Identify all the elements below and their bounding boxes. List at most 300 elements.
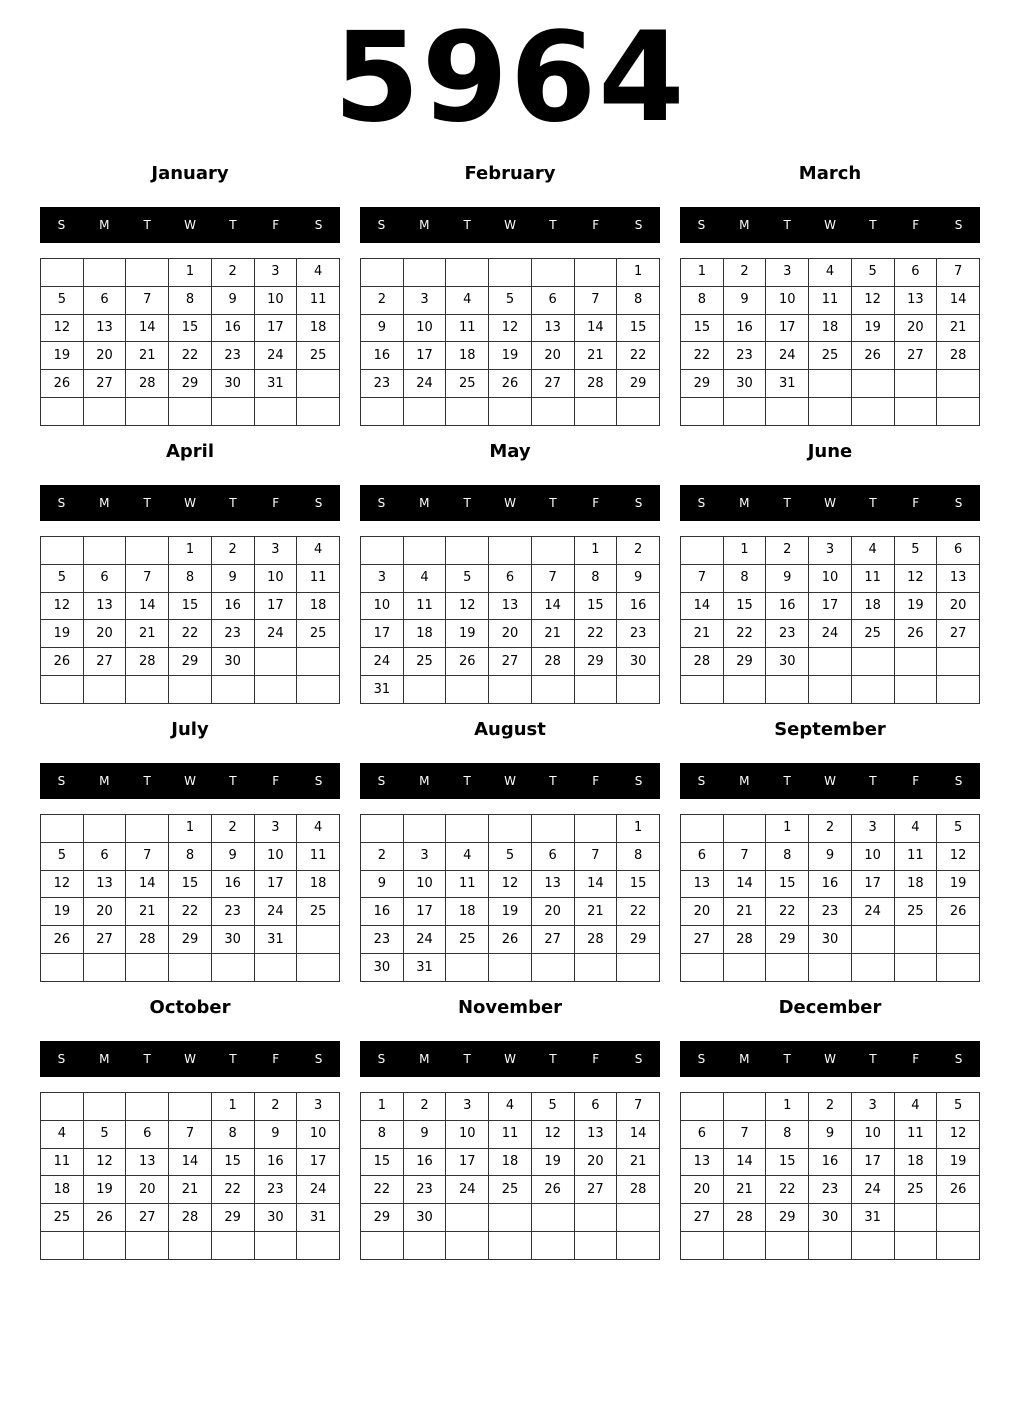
day-cell: 17 (446, 1148, 489, 1176)
day-cell (297, 648, 340, 676)
week-row (681, 870, 980, 898)
day-cell: 11 (446, 314, 489, 342)
day-cell: 20 (531, 342, 574, 370)
day-cell (169, 954, 212, 982)
day-cell: 12 (41, 592, 84, 620)
day-cell (681, 1093, 724, 1121)
day-cell: 9 (211, 842, 254, 870)
day-cell: 26 (41, 648, 84, 676)
day-cell: 26 (531, 1176, 574, 1204)
day-cell: 2 (617, 537, 660, 565)
day-cell: 15 (766, 870, 809, 898)
day-cell: 29 (169, 648, 212, 676)
day-cell (254, 1232, 297, 1260)
weekday-label: W (824, 774, 836, 788)
day-cell: 18 (809, 314, 852, 342)
week-row (41, 564, 340, 592)
day-cell (894, 370, 937, 398)
day-cell: 9 (617, 564, 660, 592)
day-cell (126, 1093, 169, 1121)
week-row (361, 954, 660, 982)
day-cell: 3 (254, 815, 297, 843)
day-cell: 14 (574, 870, 617, 898)
weekday-label: T (549, 496, 557, 510)
week-row (681, 954, 980, 982)
week-row (361, 1204, 660, 1232)
day-cell (531, 537, 574, 565)
day-cell: 23 (211, 342, 254, 370)
weekday-header (360, 763, 660, 799)
day-cell: 15 (617, 870, 660, 898)
day-cell (297, 954, 340, 982)
weekday-label: M (419, 218, 430, 232)
day-cell: 30 (809, 926, 852, 954)
day-cell: 11 (297, 564, 340, 592)
weekday-label: S (954, 1052, 963, 1066)
week-row (361, 398, 660, 426)
week-row (681, 1148, 980, 1176)
day-cell: 2 (211, 537, 254, 565)
day-cell: 13 (681, 1148, 724, 1176)
day-cell: 3 (297, 1093, 340, 1121)
day-cell: 12 (41, 314, 84, 342)
day-cell: 28 (723, 926, 766, 954)
day-cell: 6 (489, 564, 532, 592)
day-cell: 11 (403, 592, 446, 620)
day-cell (403, 1232, 446, 1260)
week-row (361, 1148, 660, 1176)
day-cell (446, 1204, 489, 1232)
day-cell: 31 (403, 954, 446, 982)
day-cell: 7 (126, 564, 169, 592)
day-cell: 29 (766, 926, 809, 954)
day-cell: 14 (126, 870, 169, 898)
day-cell: 22 (617, 898, 660, 926)
day-cell: 24 (809, 620, 852, 648)
weekday-header (680, 207, 980, 243)
day-cell: 25 (809, 342, 852, 370)
week-row (681, 898, 980, 926)
week-row (41, 370, 340, 398)
day-cell: 26 (489, 370, 532, 398)
weekday-header (40, 485, 340, 521)
day-cell: 22 (723, 620, 766, 648)
day-cell: 23 (211, 620, 254, 648)
day-cell: 28 (531, 648, 574, 676)
day-cell: 30 (361, 954, 404, 982)
day-cell (851, 676, 894, 704)
weekday-label: W (184, 1052, 196, 1066)
day-cell: 15 (211, 1148, 254, 1176)
day-cell: 30 (723, 370, 766, 398)
day-cell: 3 (254, 259, 297, 287)
day-cell: 26 (489, 926, 532, 954)
month-name: July (171, 719, 209, 740)
day-cell: 6 (83, 286, 126, 314)
day-cell (531, 1204, 574, 1232)
day-cell: 17 (766, 314, 809, 342)
day-cell (937, 926, 980, 954)
day-cell (681, 398, 724, 426)
day-cell: 24 (403, 370, 446, 398)
weekday-header (680, 485, 980, 521)
day-cell (403, 676, 446, 704)
day-cell: 12 (83, 1148, 126, 1176)
day-cell: 22 (681, 342, 724, 370)
day-grid (360, 1092, 660, 1260)
day-cell: 7 (574, 286, 617, 314)
week-row (681, 342, 980, 370)
day-cell: 31 (297, 1204, 340, 1232)
weekday-label: S (314, 496, 323, 510)
day-cell: 28 (169, 1204, 212, 1232)
weekday-label: S (377, 774, 386, 788)
month-name: February (464, 163, 556, 184)
day-cell: 25 (894, 1176, 937, 1204)
week-row (41, 926, 340, 954)
day-cell (723, 815, 766, 843)
day-cell: 8 (766, 1120, 809, 1148)
day-cell: 6 (681, 842, 724, 870)
day-cell (41, 259, 84, 287)
day-cell: 24 (297, 1176, 340, 1204)
day-cell: 29 (211, 1204, 254, 1232)
day-cell: 5 (937, 815, 980, 843)
weekday-header (40, 207, 340, 243)
day-cell: 19 (489, 898, 532, 926)
weekday-label: T (549, 1052, 557, 1066)
day-cell: 17 (403, 898, 446, 926)
day-cell: 6 (126, 1120, 169, 1148)
day-cell: 23 (809, 898, 852, 926)
day-cell: 25 (297, 620, 340, 648)
day-cell: 4 (403, 564, 446, 592)
day-cell (766, 676, 809, 704)
weekday-label: T (463, 1052, 471, 1066)
day-cell: 2 (809, 1093, 852, 1121)
day-cell: 9 (361, 870, 404, 898)
day-cell: 27 (681, 1204, 724, 1232)
day-cell: 3 (851, 815, 894, 843)
weekday-label: S (377, 218, 386, 232)
week-row (361, 1093, 660, 1121)
day-cell: 18 (297, 314, 340, 342)
day-cell: 2 (254, 1093, 297, 1121)
week-row (361, 342, 660, 370)
day-cell (254, 648, 297, 676)
day-cell (126, 537, 169, 565)
day-cell (297, 398, 340, 426)
day-cell (403, 815, 446, 843)
day-cell: 9 (723, 286, 766, 314)
day-cell: 28 (681, 648, 724, 676)
weekday-label: T (229, 774, 237, 788)
day-cell: 2 (361, 842, 404, 870)
day-cell: 25 (41, 1204, 84, 1232)
day-cell (83, 1093, 126, 1121)
weekday-label: W (504, 496, 516, 510)
day-cell: 14 (937, 286, 980, 314)
day-cell: 20 (681, 898, 724, 926)
day-cell: 7 (169, 1120, 212, 1148)
weekday-label: F (912, 774, 920, 788)
day-cell: 19 (489, 342, 532, 370)
weekday-label: F (272, 496, 280, 510)
day-cell (297, 370, 340, 398)
day-cell: 14 (723, 870, 766, 898)
day-cell: 31 (254, 926, 297, 954)
day-cell (489, 1204, 532, 1232)
day-cell (254, 954, 297, 982)
day-cell (211, 398, 254, 426)
weekday-label: T (549, 774, 557, 788)
weekday-label: S (697, 218, 706, 232)
weekday-label: S (57, 218, 66, 232)
day-cell (361, 1232, 404, 1260)
weekday-label: S (634, 1052, 643, 1066)
week-row (361, 620, 660, 648)
week-row (41, 286, 340, 314)
week-row (41, 398, 340, 426)
day-cell: 19 (41, 620, 84, 648)
week-row (41, 592, 340, 620)
day-cell (531, 259, 574, 287)
day-cell: 20 (83, 898, 126, 926)
day-cell: 11 (894, 1120, 937, 1148)
weekday-label: F (272, 218, 280, 232)
day-cell: 18 (446, 898, 489, 926)
day-cell: 20 (574, 1148, 617, 1176)
day-cell: 7 (617, 1093, 660, 1121)
day-cell: 3 (851, 1093, 894, 1121)
day-cell: 7 (531, 564, 574, 592)
weekday-label: S (57, 1052, 66, 1066)
day-cell: 13 (83, 870, 126, 898)
day-cell: 12 (41, 870, 84, 898)
day-cell (297, 676, 340, 704)
day-cell: 25 (446, 370, 489, 398)
day-cell: 23 (361, 370, 404, 398)
weekday-label: T (549, 218, 557, 232)
week-row (41, 870, 340, 898)
week-row (361, 1120, 660, 1148)
day-cell (126, 1232, 169, 1260)
month-name: May (489, 441, 531, 462)
day-cell: 16 (809, 870, 852, 898)
day-cell: 15 (361, 1148, 404, 1176)
weekday-label: S (377, 496, 386, 510)
day-cell: 15 (574, 592, 617, 620)
day-cell: 5 (894, 537, 937, 565)
day-cell (574, 398, 617, 426)
week-row (41, 842, 340, 870)
weekday-label: T (229, 218, 237, 232)
day-cell: 17 (809, 592, 852, 620)
day-cell: 21 (126, 620, 169, 648)
week-row (681, 537, 980, 565)
day-cell: 11 (41, 1148, 84, 1176)
day-cell: 18 (297, 592, 340, 620)
weekday-header (680, 763, 980, 799)
day-cell: 9 (809, 1120, 852, 1148)
day-cell (809, 1232, 852, 1260)
day-cell: 12 (937, 842, 980, 870)
weekday-label: M (99, 218, 110, 232)
day-cell (489, 954, 532, 982)
day-cell: 10 (446, 1120, 489, 1148)
day-cell (254, 398, 297, 426)
year-title: 5964 (333, 6, 687, 150)
day-cell (211, 676, 254, 704)
weekday-label: S (314, 218, 323, 232)
week-row (681, 398, 980, 426)
day-cell: 3 (766, 259, 809, 287)
day-cell: 23 (211, 898, 254, 926)
weekday-label: S (634, 218, 643, 232)
day-cell: 22 (766, 898, 809, 926)
day-cell: 28 (937, 342, 980, 370)
day-cell: 3 (361, 564, 404, 592)
day-cell (937, 398, 980, 426)
day-cell: 8 (574, 564, 617, 592)
day-cell: 7 (126, 842, 169, 870)
day-cell (83, 1232, 126, 1260)
day-cell: 29 (574, 648, 617, 676)
day-cell (723, 1093, 766, 1121)
weekday-header (360, 1041, 660, 1077)
day-cell: 4 (851, 537, 894, 565)
day-cell: 8 (361, 1120, 404, 1148)
day-cell: 17 (254, 870, 297, 898)
day-cell: 27 (681, 926, 724, 954)
day-cell: 18 (297, 870, 340, 898)
month-name: August (474, 719, 546, 740)
day-cell: 31 (254, 370, 297, 398)
day-cell: 4 (489, 1093, 532, 1121)
day-cell: 14 (681, 592, 724, 620)
day-cell: 29 (723, 648, 766, 676)
day-cell: 8 (169, 564, 212, 592)
day-cell (851, 1232, 894, 1260)
day-cell (361, 259, 404, 287)
day-cell: 19 (894, 592, 937, 620)
day-cell: 10 (851, 1120, 894, 1148)
day-cell: 24 (851, 1176, 894, 1204)
day-cell: 30 (809, 1204, 852, 1232)
day-cell: 29 (169, 926, 212, 954)
weekday-label: T (783, 1052, 791, 1066)
day-cell: 16 (809, 1148, 852, 1176)
day-cell: 7 (126, 286, 169, 314)
day-cell (809, 676, 852, 704)
weekday-label: F (912, 496, 920, 510)
day-cell (574, 259, 617, 287)
day-cell (83, 259, 126, 287)
day-grid (680, 258, 980, 426)
day-cell: 25 (297, 898, 340, 926)
day-cell: 21 (574, 898, 617, 926)
day-cell: 9 (361, 314, 404, 342)
day-cell: 9 (254, 1120, 297, 1148)
week-row (681, 314, 980, 342)
day-cell (937, 370, 980, 398)
day-cell (489, 1232, 532, 1260)
day-cell: 5 (446, 564, 489, 592)
weekday-label: S (57, 774, 66, 788)
day-cell: 5 (41, 564, 84, 592)
day-cell (937, 1232, 980, 1260)
month-name: April (165, 441, 215, 462)
day-cell: 20 (126, 1176, 169, 1204)
day-cell: 27 (574, 1176, 617, 1204)
day-cell: 16 (361, 342, 404, 370)
day-cell: 9 (211, 564, 254, 592)
day-cell: 26 (937, 1176, 980, 1204)
day-cell: 26 (894, 620, 937, 648)
day-cell: 24 (446, 1176, 489, 1204)
weekday-label: T (229, 496, 237, 510)
day-cell: 10 (254, 286, 297, 314)
weekday-label: T (143, 1052, 151, 1066)
day-cell (894, 1204, 937, 1232)
day-cell: 25 (851, 620, 894, 648)
day-cell: 12 (489, 314, 532, 342)
day-cell (809, 370, 852, 398)
weekday-label: F (912, 1052, 920, 1066)
day-cell: 30 (211, 648, 254, 676)
day-cell: 17 (851, 870, 894, 898)
day-cell: 2 (766, 537, 809, 565)
day-cell (403, 537, 446, 565)
weekday-label: T (463, 218, 471, 232)
day-cell: 14 (126, 314, 169, 342)
day-cell: 27 (83, 926, 126, 954)
day-cell: 20 (937, 592, 980, 620)
day-cell (851, 370, 894, 398)
week-row (361, 648, 660, 676)
day-cell: 28 (574, 926, 617, 954)
day-cell: 27 (83, 648, 126, 676)
day-cell (851, 648, 894, 676)
day-cell: 15 (617, 314, 660, 342)
day-cell: 20 (531, 898, 574, 926)
day-cell: 26 (937, 898, 980, 926)
day-grid (40, 536, 340, 704)
day-cell (681, 954, 724, 982)
day-cell: 23 (617, 620, 660, 648)
day-cell: 1 (723, 537, 766, 565)
day-cell (851, 926, 894, 954)
weekday-label: S (634, 496, 643, 510)
day-cell: 22 (617, 342, 660, 370)
week-row (681, 676, 980, 704)
day-cell: 12 (937, 1120, 980, 1148)
day-cell: 16 (211, 870, 254, 898)
day-cell: 13 (894, 286, 937, 314)
weekday-label: T (463, 496, 471, 510)
day-grid (360, 814, 660, 982)
day-grid (360, 258, 660, 426)
week-row (361, 842, 660, 870)
weekday-header (360, 207, 660, 243)
day-cell: 22 (169, 898, 212, 926)
day-cell (41, 1093, 84, 1121)
day-cell: 8 (723, 564, 766, 592)
day-grid (40, 814, 340, 982)
day-cell (617, 954, 660, 982)
day-cell: 16 (361, 898, 404, 926)
week-row (681, 620, 980, 648)
